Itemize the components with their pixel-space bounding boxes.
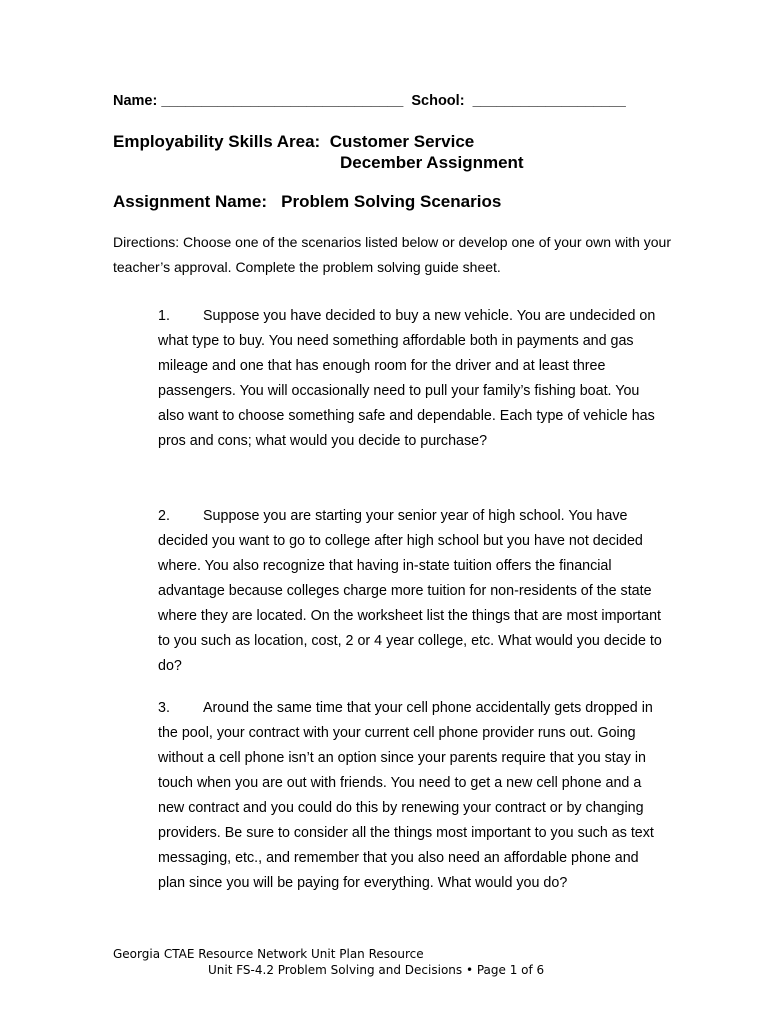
scenario-text: Around the same time that your cell phone accidentally gets dropped in the pool, your contract with your current cell phone provider runs out. Going without a cell phone isn’t an option since your parents require that you stay in touch when you are out with friends. You need to get a new cell phone and a new contract and you could do this by renewing your contract or by changing providers. Be sure to consider all the things most important to you such as text messaging, etc., and remember that you also need an affordable phone and plan since you will be paying for everything. What would you do?: [158, 700, 654, 891]
skills-area-label: Employability Skills Area:: [113, 132, 321, 151]
school-label: School:: [411, 93, 465, 109]
scenario-number: 1.: [158, 308, 170, 324]
scenario-item: [158, 504, 663, 679]
scenario-item: [158, 304, 663, 454]
directions-paragraph: Directions: Choose one of the scenarios listed below or develop one of your own with your teacher’s approval. Complete the problem solving guide sheet.: [113, 234, 671, 275]
name-label: Name:: [113, 93, 158, 109]
scenario-item: [158, 696, 663, 896]
assignment-month: December Assignment: [340, 153, 524, 172]
skills-area-heading: [113, 132, 474, 152]
assignment-name-heading: [113, 192, 501, 212]
scenario-text: Suppose you have decided to buy a new vehicle. You are undecided on what type to buy. You need something affordable both in payments and gas mileage and one that has enough room for the driver and at least three passengers. You will occasionally need to pull your family’s fishing boat. You also want to choose something safe and dependable. Each type of vehicle has pros and cons; what would you decide to purchase?: [158, 308, 656, 449]
assignment-name-value: Problem Solving Scenarios: [281, 192, 502, 211]
name-blank: ______________________________: [161, 93, 404, 109]
assignment-name-label: Assignment Name:: [113, 192, 267, 211]
school-blank: ___________________: [472, 93, 626, 109]
scenario-number: 2.: [158, 508, 170, 524]
footer-unit-page: Unit FS-4.2 Problem Solving and Decisions • Page 1 of 6: [208, 963, 545, 977]
name-school-line: [113, 93, 626, 109]
footer-organization: Georgia CTAE Resource Network Unit Plan Resource: [113, 947, 424, 961]
scenario-text: Suppose you are starting your senior year of high school. You have decided you want to go to college after high school but you have not decided where. You also recognize that having in-state tuition offers the financial advantage because colleges charge more tuition for non-residents of the state where they are located. On the worksheet list the things that are most important to you such as location, cost, 2 or 4 year college, etc. What would you decide to do?: [158, 508, 662, 674]
skills-area-value: Customer Service: [329, 132, 475, 151]
scenario-number: 3.: [158, 700, 170, 716]
